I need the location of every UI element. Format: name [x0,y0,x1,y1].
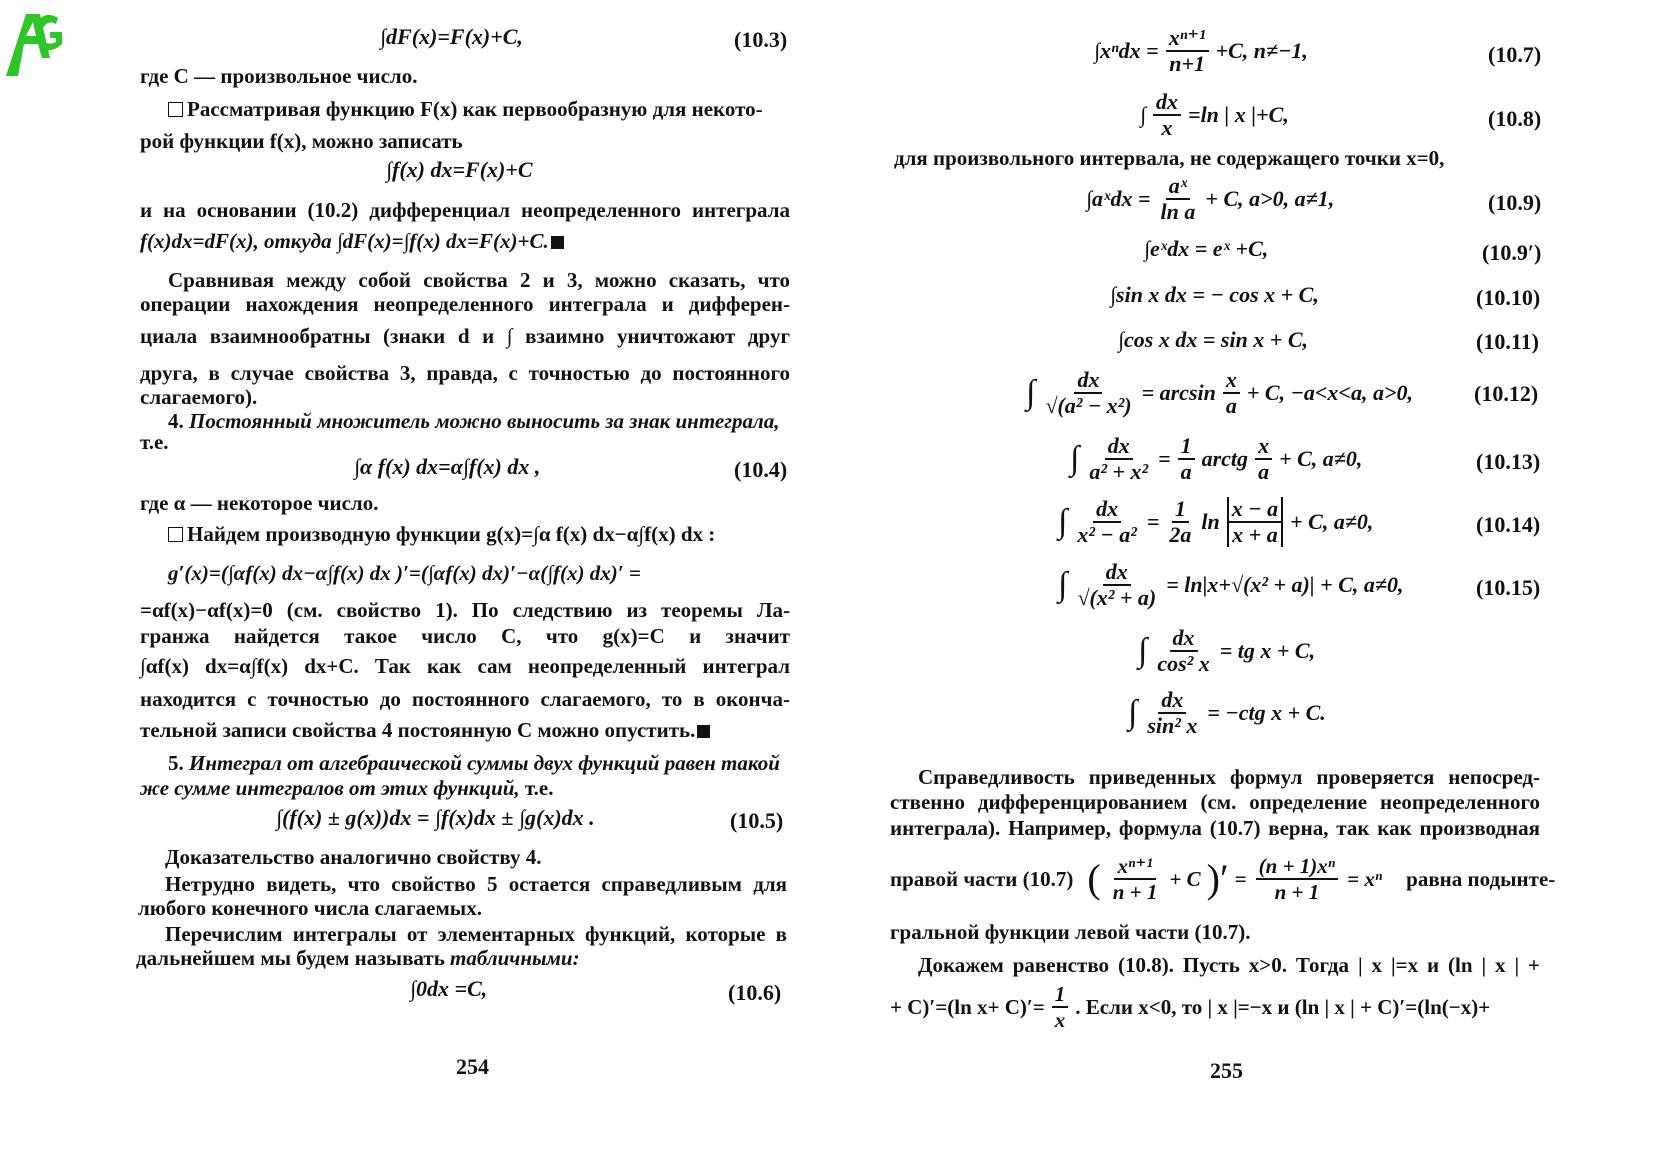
text-line: гранжа найдется такое число C, что g(x)=C и значит [140,624,790,648]
text-line: f(x)dx=dF(x), откуда ∫dF(x)=∫f(x) dx=F(x)+C. [140,229,564,253]
formula-10-11: ∫cos x dx = sin x + C, [1118,327,1309,352]
formula-10-9-prime: ∫eˣdx = eˣ +C, [1144,236,1269,261]
formula-10-9: ∫aˣdx = $\frac{\text{aˣ}}{\text{ln a}}$ + C, a>0, a≠1, [1086,173,1335,224]
formula-10-15: ∫ $\frac{dx}{\text{√(x² + a)}}$ = ln|x+√(x² + a)| + C, a≠0, [1058,559,1404,610]
text-line: Сравнивая между собой свойства 2 и 3, можно сказать, что [168,268,790,292]
text-line: правой части (10.7) ( $\frac{\text{xⁿ⁺¹}}{n + 1}$ + C )′ = $\frac{\text{(n + 1)xⁿ}}{n + 1}$ = xⁿ равна подынте- [890,854,1556,904]
text-line: Рассматривая функцию F(x) как первообразную для некото- [168,97,763,121]
text-line: где C — произвольное число. [140,64,418,88]
formula-10-8: ∫ $\frac{dx}{x}$ =ln | x |+C, [1140,89,1289,140]
eq-number-10-11: (10.11) [1476,329,1539,354]
eq-number-10-14: (10.14) [1476,512,1541,537]
eq-number-10-9-prime: (10.9′) [1482,240,1542,265]
eq-number-10-6: (10.6) [728,980,782,1005]
text-line: Найдем производную функции g(x)=∫α f(x) dx−α∫f(x) dx : [168,522,715,546]
text-line: g′(x)=(∫αf(x) dx−α∫f(x) dx )′=(∫αf(x) dx)′−α(∫f(x) dx)′ = [168,561,641,585]
text-line: Доказательство аналогично свойству 4. [165,845,542,869]
text-line: циала взаимнообратны (знаки d и ∫ взаимно уничтожают друг [140,324,790,348]
eq-number-10-7: (10.7) [1488,42,1542,67]
proof-start-icon [168,527,183,542]
text-line: для произвольного интервала, не содержащего точки x=0, [894,146,1445,170]
formula-10-14: ∫ $\frac{dx}{\text{x² − a²}}$ = $\frac{1}{2a}$ ln $\frac{x - a}{x + a}$ + C, a≠0, [1058,496,1374,547]
eq-number-10-10: (10.10) [1476,285,1541,310]
text-line: ственно дифференцированием (см. определение неопределенного [890,790,1540,814]
text-line: же сумме интегралов от этих функций, т.е. [140,776,554,800]
formula-10-5: ∫(f(x) ± g(x))dx = ∫f(x)dx ± ∫g(x)dx . [276,805,595,830]
page-number: 255 [1210,1058,1243,1083]
eq-number-10-5: (10.5) [730,808,784,833]
text-line: слагаемого). [140,385,258,409]
eq-number-10-9: (10.9) [1488,190,1542,215]
proof-end-icon [551,236,564,249]
text-line: друга, в случае свойства 3, правда, с точностью до постоянного [140,361,790,385]
text-line: любого конечного числа слагаемых. [138,896,482,920]
text-line: Нетрудно видеть, что свойство 5 остается справедливым для [165,872,787,896]
text-line: т.е. [140,430,169,454]
eq-number-10-12: (10.12) [1474,381,1539,406]
formula-10-12: ∫ $\frac{dx}{\text{√(a² − x²)}}$ = arcsin $\frac{x}{a}$ + C, −a<x<a, a>0, [1026,367,1414,418]
property-5-heading: 5. Интеграл от алгебраической суммы двух функций равен такой [168,751,780,775]
ag-logo [0,0,72,84]
formula-10-7: ∫xⁿdx = $\frac{\text{xⁿ⁺¹}}{n+1}$ +C, n≠−1, [1094,25,1308,76]
formula-10-13: ∫ $\frac{dx}{\text{a² + x²}}$ = $\frac{1}{a}$ arctg $\frac{x}{a}$ + C, a≠0, [1070,433,1363,484]
text-line: ∫αf(x) dx=α∫f(x) dx+C. Так как сам неопределенный интеграл [140,654,790,678]
right-page [880,0,1662,1162]
formula-sin: ∫ $\frac{dx}{\text{sin² x}}$ = −ctg x + C. [1128,687,1326,738]
eq-number-10-8: (10.8) [1488,106,1542,131]
text-line: + C)′=(ln x+ C)′= $\frac{1}{x}$ . Если x<0, то | x |=−x и (ln | x | + C)′=(ln(−x)+ [890,982,1491,1032]
text-line: дальнейшем мы будем называть табличными: [136,946,580,970]
text-line: операции нахождения неопределенного интеграла и дифферен- [140,292,790,316]
formula-10-10: ∫sin x dx = − cos x + C, [1110,282,1319,307]
text-line: и на основании (10.2) дифференциал неопределенного интеграла [140,198,790,222]
text-line: Докажем равенство (10.8). Пусть x>0. Тогда | x |=x и (ln | x | + [918,953,1540,977]
text-line: где α — некоторое число. [140,491,379,515]
eq-number-10-15: (10.15) [1476,575,1541,600]
text-line: =αf(x)−αf(x)=0 (см. свойство 1). По следствию из теоремы Ла- [140,598,790,622]
proof-end-icon [697,725,710,738]
text-line: Справедливость приведенных формул проверяется непосред- [918,765,1540,789]
property-4-heading: 4. Постоянный множитель можно выносить за знак интеграла, [168,409,780,433]
eq-number-10-4: (10.4) [734,457,788,482]
text-line: интеграла). Например, формула (10.7) верна, так как производная [890,816,1540,840]
text-line: гральной функции левой части (10.7). [890,920,1251,944]
text-line: находится с точностью до постоянного слагаемого, то в оконча- [140,687,790,711]
page-number: 254 [456,1054,489,1079]
formula-unnamed-1: ∫f(x) dx=F(x)+C [386,157,533,182]
eq-number-10-3: (10.3) [734,27,788,52]
formula-10-6: ∫0dx =C, [410,976,488,1001]
formula-10-4: ∫α f(x) dx=α∫f(x) dx , [354,454,541,479]
text-line: тельной записи свойства 4 постоянную C можно опустить. [140,718,710,742]
text-line: рой функции f(x), можно записать [140,129,463,153]
text-line: Перечислим интегралы от элементарных функций, которые в [165,922,787,946]
formula-cos: ∫ $\frac{dx}{\text{cos² x}}$ = tg x + C, [1138,625,1316,676]
eq-number-10-13: (10.13) [1476,449,1541,474]
proof-start-icon [168,102,183,117]
formula-10-3: ∫dF(x)=F(x)+C, [380,24,523,49]
